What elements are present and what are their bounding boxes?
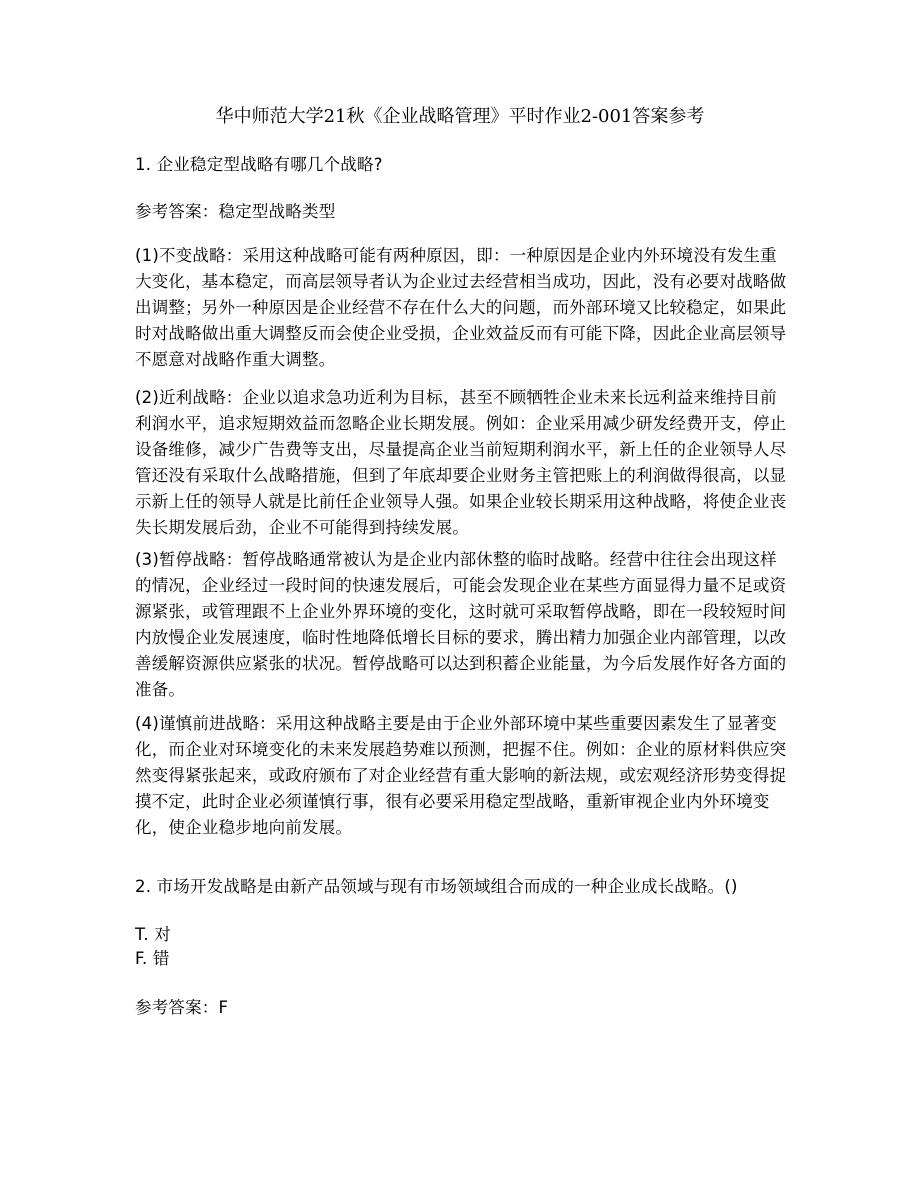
question-2-text: 2. 市场开发战略是由新产品领域与现有市场领域组合而成的一种企业成长战略。()	[135, 877, 738, 896]
question-1-answer: 参考答案：稳定型战略类型	[135, 202, 336, 221]
question-2-option-true: T. 对	[135, 925, 171, 944]
answer-paragraph-2: (2)近利战略：企业以追求急功近利为目标，甚至不顾牺牲企业未来长远利益来维持目前利润水平，追求短期效益而忽略企业长期发展。例如：企业采用减少研发经费开支，停止设备维修，减少广告费等支出，尽量提高企业当前短期利润水平，新上任的企业领导人尽管还没有采取什么战略措施，但到了年底却要企业财务主管把账上的利润做得很高，以显示新上任的领导人就是比前任企业领导人强。如果企业较长期采用这种战略，将使企业丧失长期发展后劲，企业不可能得到持续发展。	[135, 388, 787, 537]
document-title: 华中师范大学21秋《企业战略管理》平时作业2-001答案参考	[215, 106, 705, 127]
question-2-option-false: F. 错	[135, 949, 170, 968]
question-1-text: 1. 企业稳定型战略有哪几个战略?	[135, 155, 383, 174]
answer-paragraph-4: (4)谨慎前进战略：采用这种战略主要是由于企业外部环境中某些重要因素发生了显著变化，而企业对环境变化的未来发展趋势难以预测，把握不住。例如：企业的原材料供应突然变得紧张起来，或政府颁布了对企业经营有重大影响的新法规，或宏观经济形势变得捉摸不定，此时企业必须谨慎行事，很有必要采用稳定型战略，重新审视企业内外环境变化，使企业稳步地向前发展。	[135, 714, 787, 837]
answer-paragraph-1: (1)不变战略：采用这种战略可能有两种原因，即：一种原因是企业内外环境没有发生重大变化，基本稳定，而高层领导者认为企业过去经营相当成功，因此，没有必要对战略做出调整；另外一种原因是企业经营不存在什么大的问题，而外部环境又比较稳定，如果此时对战略做出重大调整反而会使企业受损，企业效益反而有可能下降，因此企业高层领导不愿意对战略作重大调整。	[135, 246, 787, 369]
question-2-answer: 参考答案：F	[135, 998, 229, 1017]
answer-paragraph-3: (3)暂停战略：暂停战略通常被认为是企业内部休整的临时战略。经营中往往会出现这样的情况，企业经过一段时间的快速发展后，可能会发现企业在某些方面显得力量不足或资源紧张，或管理跟不上企业外界环境的变化，这时就可采取暂停战略，即在一段较短时间内放慢企业发展速度，临时性地降低增长目标的要求，腾出精力加强企业内部管理，以改善缓解资源供应紧张的状况。暂停战略可以达到积蓄企业能量，为今后发展作好各方面的准备。	[135, 550, 787, 699]
